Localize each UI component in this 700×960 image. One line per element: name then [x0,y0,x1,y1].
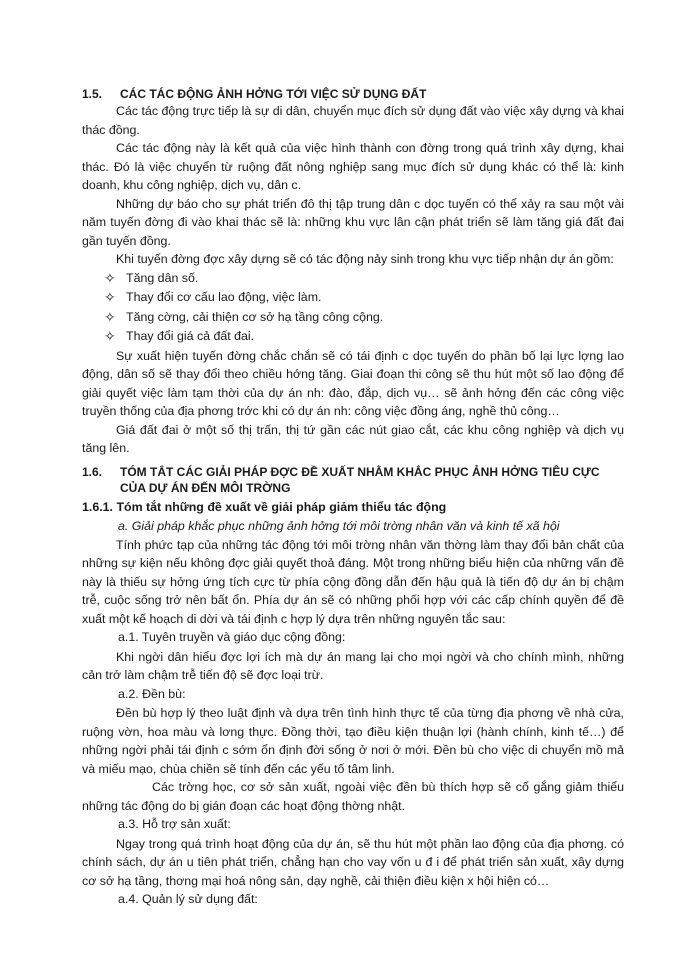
diamond-bullet-icon: ✧ [104,289,116,305]
section-title: CÁC TÁC ĐỘNG ẢNH HỞNG TỚI VIỆC SỬ DỤNG ĐẤT [120,87,427,101]
paragraph: Sự xuất hiện tuyến đờng chắc chắn sẽ có tái định c dọc tuyến do phần bố lại lực lợng lao động, dân số sẽ thay đổi theo chiều hớng tăng. Giai đoạn thi công sẽ thu hút một số lao động để giải quyết việc làm tạm thời của dự án nh: đào, đắp, dịch vụ… sẽ ảnh hởng đến các công việc truyền thống của địa phơng trớc khi có dự án nh: công việc đồng áng, nghề thủ công… [82,348,624,418]
list-item [82,308,624,328]
list-item [82,327,624,347]
list-item [82,288,624,308]
paragraph: Tính phức tạp của những tác động tới môi trờng nhân văn thờng làm thay đổi bản chất của những sự kiện nếu không đợc giải quyết thoả đáng. Một trong những biểu hiện của những vấn đề này là thiếu sự hởng ứng tích cực từ phía cộng đồng dẫn đến hậu quả là tiến độ dự án bị chậm trễ, cuộc sống trở nên bất ổn. Phía dự án sẽ có những phối hợp với các cấp chính quyền để đề xuất một kế hoạch di dời và tái định c hợp lý dựa trên những nguyên tắc sau: [82,537,624,626]
italic-heading: a. Giải pháp khắc phục những ảnh hởng tới môi trờng nhân văn và kinh tế xã hội [118,518,560,533]
paragraph: Các trờng học, cơ sở sản xuất, ngoài việc đền bù thích hợp sẽ cố gắng giảm thiểu những tác động do bị gián đoạn các hoạt động thờng nhật. [82,780,624,813]
diamond-bullet-icon: ✧ [104,328,116,344]
paragraph: Khi ngời dân hiểu đợc lợi ích mà dự án mang lại cho mọi ngời và cho chính mình, những cản trở làm chậm trễ tiến độ sẽ đợc loại trừ. [82,649,624,682]
diamond-bullet-icon: ✧ [104,269,116,286]
paragraph: Đền bù hợp lý theo luật định và dựa trên tình hình thực tế của từng địa phơng về nhà cửa, ruộng vờn, hoa màu và lơng thực. Đồng thời, tạo điều kiện thuận lợi (hành chính, kinh tế…) để những ngời phải tái định c sớm ổn định đời sống ở nơi ở mới. Đền bù cho việc di chuyển mồ mả và miếu mạo, chùa chiền sẽ tính đến các yếu tố tâm linh. [82,706,624,776]
section-number: 1.5. [82,87,103,101]
section-title: TÓM TẮT CÁC GIẢI PHÁP ĐỢC ĐỀ XUẤT NHẰM KHẮC PHỤC ẢNH HỞNG TIÊU CỰC CỦA DỰ ÁN ĐẾN MÔI TRỜNG [120,464,600,495]
item-label: a.3. Hỗ trợ sản xuất: [118,817,231,831]
diamond-bullet-icon: ✧ [104,308,116,325]
paragraph: Giá đất đai ở một số thị trấn, thị tứ gần các nút giao cắt, các khu công nghiệp và dịch vụ tăng lên. [82,422,624,455]
list-item-text: Thay đổi cơ cấu lao động, việc làm. [126,290,322,304]
paragraph: Những dự báo cho sự phát triển đô thị tập trung dân c dọc tuyến có thể xảy ra sau một vài năm tuyến đờng đi vào khai thác sẽ là: những khu vực lân cận phát triển sẽ làm tăng giá đất đai gần tuyến đồng. [82,196,624,248]
paragraph: Các tác động trực tiếp là sự di dân, chuyển mục đích sử dụng đất vào việc xây dựng và khai thác đồng. [82,104,624,137]
list-item [82,269,624,289]
item-label: a.4. Quản lý sử dụng đất: [118,892,258,906]
paragraph: Các tác động này là kết quả của việc hình thành con đờng trong quá trình xây dựng, khai thác. Đó là việc chuyển từ ruộng đất nông nghiệp sang mục đích sử dụng khác có thể là: kinh doanh, khu công nghiệp, dịch vụ, dân c. [82,141,624,192]
section-heading-1-5 [82,86,624,102]
item-label: a.2. Đền bù: [118,686,186,701]
subsection-title: 1.6.1. Tóm tắt những đề xuất về giải pháp giảm thiểu tác động [82,499,447,514]
section-number: 1.6. [82,464,103,479]
document-page [82,86,624,910]
item-label: a.1. Tuyên truyền và giáo dục cộng đồng: [118,630,346,644]
list-item-text: Tăng cờng, cải thiện cơ sở hạ tầng công cộng. [126,309,384,324]
paragraph: Khi tuyến đờng đợc xây dựng sẽ có tác động nảy sinh trong khu vực tiếp nhận dự án gồm: [116,252,614,266]
list-item-text: Tăng dân số. [126,270,199,285]
paragraph: Ngay trong quá trình hoạt động của dự án, sẽ thu hút một phần lao động của địa phơng. có chính sách, dự án u tiên phát triển, chẳng hạn cho vay vốn u đ i để phát triển sản xuất, xây dựng cơ sở hạ tầng, thơng mại hoá nông sản, dạy nghề, cải thiện điều kiện x hội hiện có… [82,836,624,888]
section-heading-1-6 [82,464,624,496]
list-item-text: Thay đổi giá cả đất đai. [126,329,255,343]
